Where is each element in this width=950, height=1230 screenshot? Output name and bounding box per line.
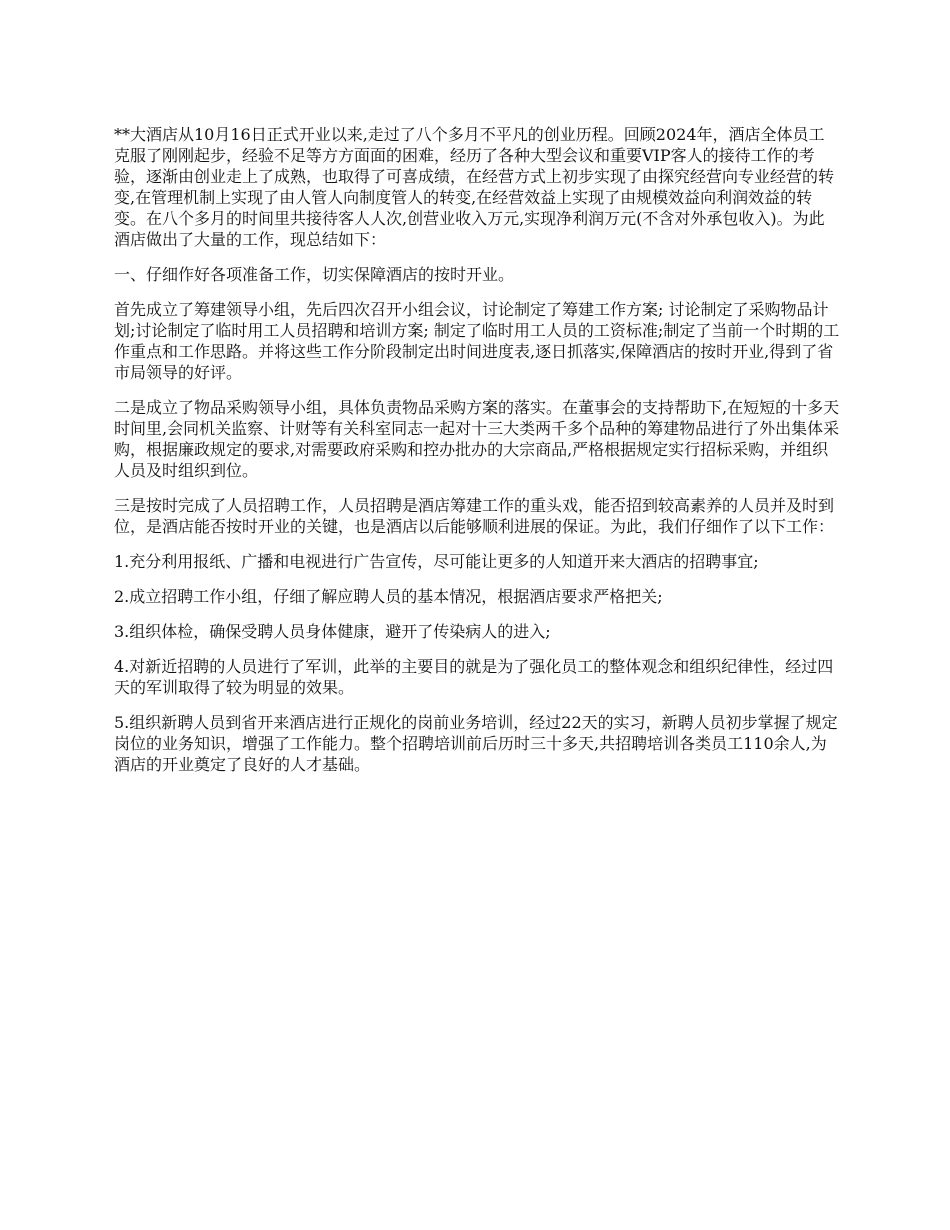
list-item: 5.组织新聘人员到省开来酒店进行正规化的岗前业务培训，经过22天的实习，新聘人员初步掌握了规定岗位的业务知识，增强了工作能力。整个招聘培训前后历时三十多天,共招聘培训各类员工110余人,为酒店的开业奠定了良好的人才基础。 xyxy=(114,713,838,774)
list-item: 1.充分利用报纸、广播和电视进行广告宣传，尽可能让更多的人知道开来大酒店的招聘事宜; xyxy=(114,552,759,571)
body-paragraph: 二是成立了物品采购领导小组，具体负责物品采购方案的落实。在董事会的支持帮助下,在短短的十多天时间里,会同机关监察、计财等有关科室同志一起对十三大类两千多个品种的筹建物品进行了外出集体采购，根据廉政规定的要求,对需要政府采购和控办批办的大宗商品,严格根据规定实行招标采购，并组织人员及时组织到位。 xyxy=(114,398,840,480)
list-item: 4.对新近招聘的人员进行了军训，此举的主要目的就是为了强化员工的整体观念和组织纪律性，经过四天的军训取得了较为明显的效果。 xyxy=(114,657,834,697)
body-paragraph: 三是按时完成了人员招聘工作，人员招聘是酒店筹建工作的重头戏，能否招到较高素养的人员并及时到位，是酒店能否按时开业的关键，也是酒店以后能够顺利进展的保证。为此，我们仔细作了以下工作： xyxy=(114,496,835,536)
list-item: 2.成立招聘工作小组，仔细了解应聘人员的基本情况，根据酒店要求严格把关; xyxy=(114,587,663,606)
body-paragraph: 首先成立了筹建领导小组，先后四次召开小组会议，讨论制定了筹建工作方案; 讨论制定了采购物品计划;讨论制定了临时用工人员招聘和培训方案; 制定了临时用工人员的工资标准;制定了当前一个时期的工作重点和工作思路。并将这些工作分阶段制定出时间进度表,逐日抓落实,保障酒店的按时开业,得到了省市局领导的好评。 xyxy=(114,300,840,382)
section-heading: 一、仔细作好各项准备工作，切实保障酒店的按时开业。 xyxy=(114,265,515,284)
document-body xyxy=(114,124,840,789)
list-item: 3.组织体检，确保受聘人员身体健康，避开了传染病人的进入; xyxy=(114,622,551,641)
intro-paragraph: **大酒店从10月16日正式开业以来,走过了八个多月不平凡的创业历程。回顾2024年，酒店全体员工克服了刚刚起步，经验不足等方方面面的困难，经历了各种大型会议和重要VIP客人的接待工作的考验，逐渐由创业走上了成熟，也取得了可喜成绩，在经营方式上初步实现了由探究经营向专业经营的转变,在管理机制上实现了由人管人向制度管人的转变,在经营效益上实现了由规模效益向利润效益的转变。在八个多月的时间里共接待客人人次,创营业收入万元,实现净利润万元(不含对外承包收入)。为此酒店做出了大量的工作，现总结如下： xyxy=(114,125,835,249)
